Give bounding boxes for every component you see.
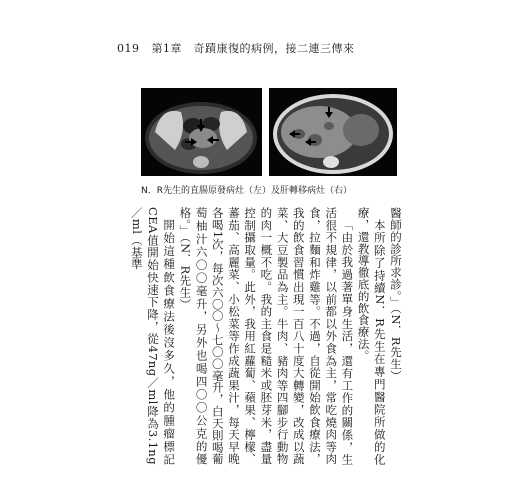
ct-figure <box>141 88 397 176</box>
page-number: 019 <box>117 42 140 55</box>
body-paragraph: 開始這種飲食療法後沒多久，他的腫瘤標記CEA值開始快速下降，從47ng／ml降為3.1ng／ml（基準 <box>129 207 177 465</box>
vertical-body-text <box>129 207 404 465</box>
figure-caption: N．R先生的直腸原發病灶（左）及肝轉移病灶（右） <box>141 186 352 196</box>
page-header <box>117 40 355 56</box>
body-paragraph: 「由於我過著單身生活，還有工作的關係，生活很不規律，以前都以外食為主，常吃燒肉等肉食，拉麵和炸雞等。不過，自從開始飲食療法，我的飲食習慣出現一百八十度大轉變，改成以蔬菜、大豆製品為主。牛肉、豬肉等四腳步行動物的肉一概不吃。我的主食是糙米或胚芽米，盡量控制攝取量。此外，我用紅蘿蔔、蘋果、檸檬、蕃茄、高麗菜、小松菜等作成蔬果汁，每天早晚各喝1次，每次六〇〇～七〇〇毫升，白天則喝葡萄柚汁六〇〇毫升，另外也喝四〇〇公克的優格。」（N．R先生） <box>178 207 355 465</box>
body-paragraph: 本所除了持續N．R先生在專門醫院所做的化療，還教導徹底的飲食療法。 <box>356 207 387 465</box>
rectal-ct-scan-image <box>141 88 262 176</box>
liver-ct-scan-image <box>269 88 397 176</box>
body-paragraph: 醫師的診所求診。」（N．R先生） <box>389 207 403 382</box>
chapter-title: 第1章 奇蹟康復的病例，接二連三傳來 <box>151 42 355 55</box>
